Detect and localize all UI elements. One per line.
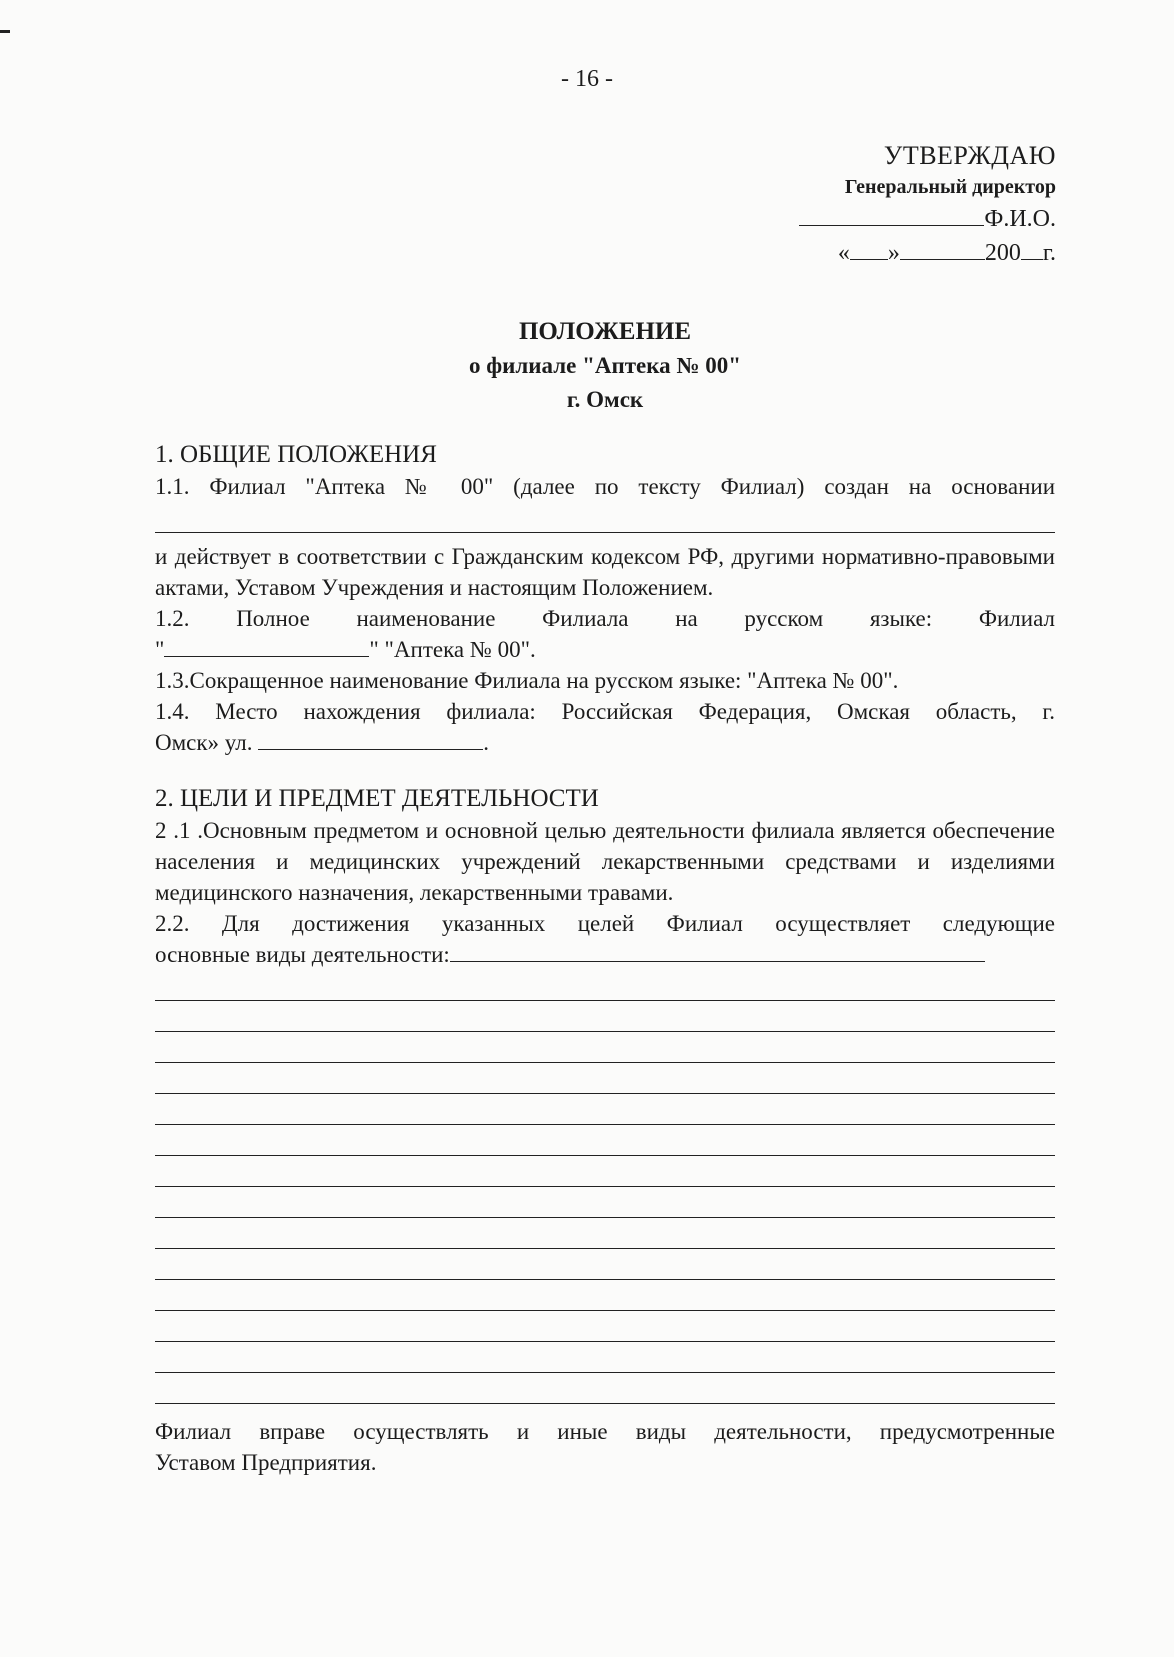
clause-1-3: 1.3.Сокращенное наименование Филиала на русском языке: "Аптека № 00".	[155, 668, 899, 693]
fill-line	[155, 1125, 1055, 1156]
approval-date-line	[799, 236, 1056, 270]
clause-2-2-line2	[155, 939, 1055, 970]
fill-line	[155, 1001, 1055, 1032]
document-city: г. Омск	[566, 387, 644, 412]
fill-line	[155, 1094, 1055, 1125]
clause-2-1: 2 .1 .Основным предметом и основной целью деятельности филиала является обеспечение населения и медицинских учреждений лекарственными средствами и изделиями медицинского назначения, лекарственными травами.	[155, 818, 1055, 905]
fill-line	[155, 1032, 1055, 1063]
clause-1-4-line2	[155, 727, 1055, 758]
year-blank	[1021, 237, 1043, 260]
approval-fio: Ф.И.О.	[984, 206, 1056, 232]
section-2-heading: 2. ЦЕЛИ И ПРЕДМЕТ ДЕЯТЕЛЬНОСТИ	[155, 785, 599, 812]
fill-line	[155, 1156, 1055, 1187]
fill-line	[155, 1373, 1055, 1404]
page-number: - 16 -	[561, 66, 613, 92]
date-quote-open: «	[837, 240, 850, 266]
date-year: 200	[984, 240, 1021, 266]
scan-edge-mark	[0, 30, 10, 33]
clause-1-2-tail: " "Аптека № 00".	[369, 637, 536, 662]
clause-1-2-line2	[155, 634, 1055, 665]
clause-2-2-line1: 2.2. Для достижения указанных целей Филиал осуществляет следующие	[155, 911, 1055, 936]
date-quote-close: »	[887, 240, 900, 266]
fill-line	[155, 1187, 1055, 1218]
approval-title: УТВЕРЖДАЮ	[883, 141, 1056, 170]
clause-1-1-continued: и действует в соответствии с Гражданским кодексом РФ, другими нормативно-правовыми актами, Уставом Учреждения и настоящим Положением.	[155, 544, 1055, 600]
day-blank	[850, 237, 888, 260]
fill-line	[155, 1063, 1055, 1094]
clause-1-4-tail: .	[483, 730, 490, 755]
clause-1-1-blank	[155, 502, 1055, 533]
date-year-suffix: г.	[1042, 240, 1056, 266]
fill-line	[155, 1280, 1055, 1311]
fill-line	[155, 1311, 1055, 1342]
fill-line	[155, 1218, 1055, 1249]
clause-1-2-quote: "	[155, 637, 165, 662]
street-blank	[258, 727, 483, 750]
document-title: ПОЛОЖЕНИЕ	[518, 318, 692, 345]
activities-blank	[450, 939, 985, 962]
approval-block	[799, 140, 1056, 270]
approval-signature-line	[799, 202, 1056, 236]
branch-name-blank	[164, 634, 369, 657]
approval-position: Генеральный директор	[844, 176, 1056, 198]
activities-fill-lines	[155, 970, 1055, 1404]
month-blank	[900, 237, 985, 260]
document-title-block	[0, 315, 1174, 417]
clause-1-4-head: Омск» ул.	[155, 730, 253, 755]
clause-1-2-line1: 1.2. Полное наименование Филиала на русском языке: Филиал	[155, 606, 1055, 631]
fill-line	[155, 1249, 1055, 1280]
clause-1-4-line1: 1.4. Место нахождения филиала: Российская Федерация, Омская область, г.	[155, 699, 1055, 724]
fill-line	[155, 970, 1055, 1001]
closing-line2: Уставом Предприятия.	[155, 1450, 377, 1475]
closing-line1: Филиал вправе осуществлять и иные виды деятельности, предусмотренные	[155, 1419, 1055, 1444]
signature-blank	[799, 203, 984, 226]
document-subtitle: о филиале "Аптека № 00"	[468, 353, 742, 378]
clause-1-1: 1.1. Филиал "Аптека № 00" (далее по тексту Филиал) создан на основании	[155, 474, 1055, 499]
section-1-heading: 1. ОБЩИЕ ПОЛОЖЕНИЯ	[155, 441, 437, 468]
clause-2-2-text: основные виды деятельности:	[155, 942, 450, 967]
document-body	[155, 438, 1055, 1478]
fill-line	[155, 1342, 1055, 1373]
